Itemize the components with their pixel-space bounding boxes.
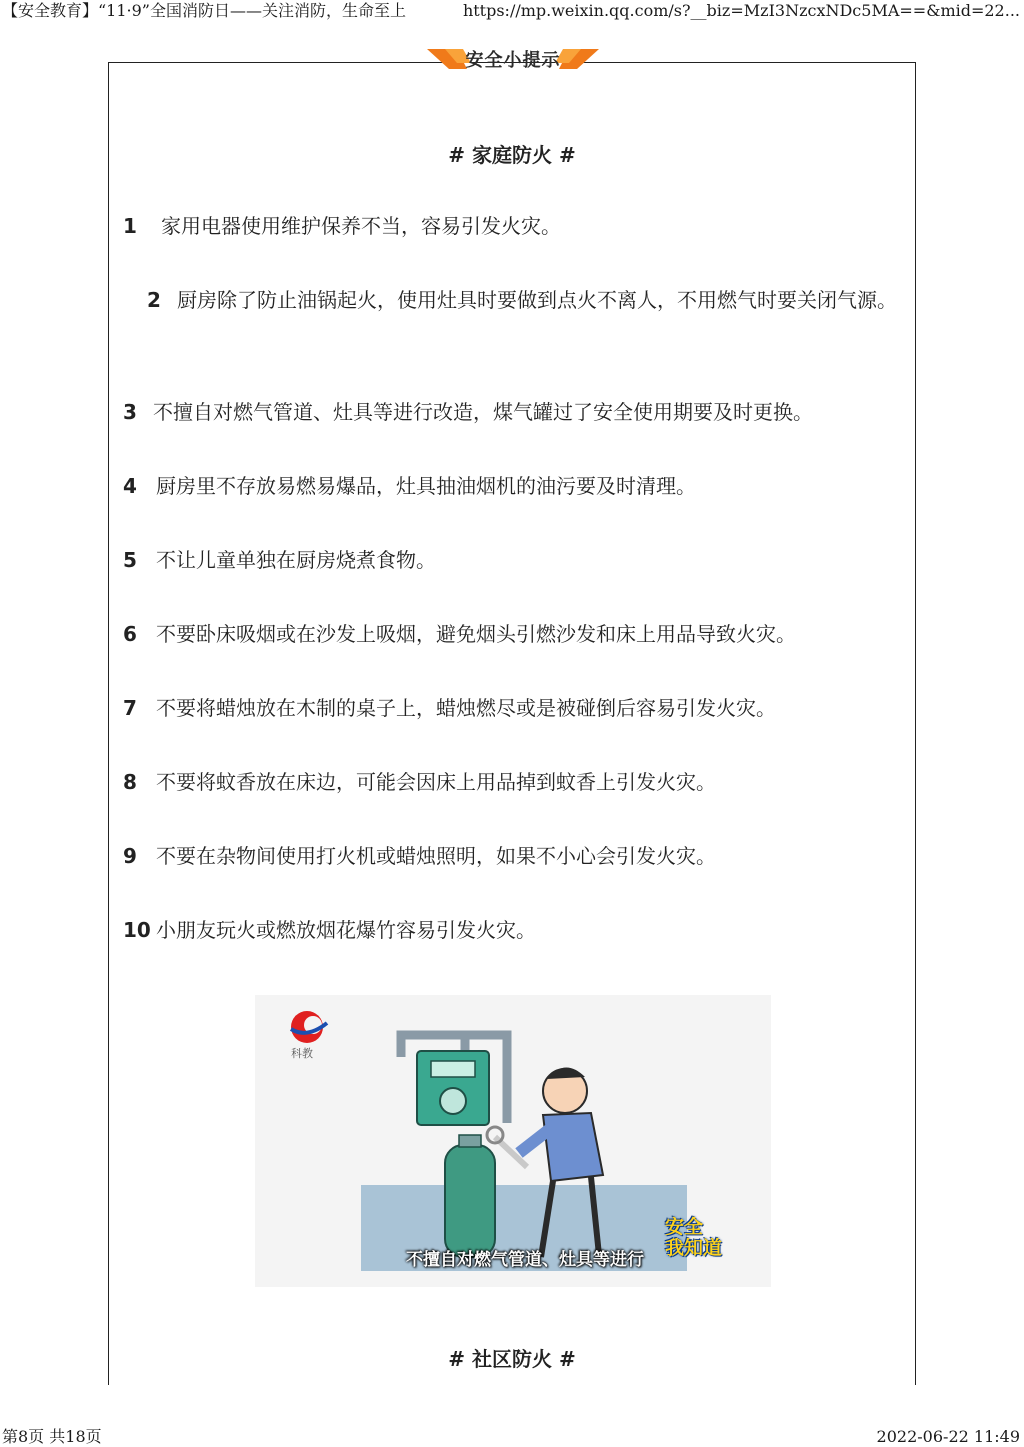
safety-stamp (665, 1217, 722, 1259)
list-item (123, 281, 905, 319)
item-text: 不让儿童单独在厨房烧煮食物。 (156, 548, 436, 572)
channel-logo-text: 科教 (291, 1047, 313, 1060)
item-text: 厨房除了防止油锅起火，使用灶具时要做到点火不离人，不用燃气时要关闭气源。 (177, 288, 897, 312)
tip-banner (423, 49, 603, 83)
item-number: 3 (123, 400, 137, 424)
item-number: 6 (123, 622, 137, 646)
image-caption: 不擅自对燃气管道、灶具等进行 (406, 1250, 644, 1270)
page-indicator: 第8页 共18页 (2, 1427, 102, 1446)
item-text: 小朋友玩火或燃放烟花爆竹容易引发火灾。 (156, 918, 536, 942)
list-item (123, 763, 905, 801)
item-number: 1 (123, 214, 137, 238)
list-item (123, 615, 905, 653)
stamp-line1: 安全 (665, 1216, 704, 1238)
list-item (123, 393, 905, 431)
item-text: 家用电器使用维护保养不当，容易引发火灾。 (161, 214, 561, 238)
list-item (123, 541, 905, 579)
item-number: 5 (123, 548, 137, 572)
list-item (123, 911, 905, 949)
illustration-image (255, 995, 771, 1287)
item-number: 2 (147, 288, 161, 312)
list-item (123, 207, 905, 245)
section-title-community: # 社区防火 # (448, 1347, 576, 1371)
article-frame (108, 50, 916, 1385)
stamp-line2: 我知道 (665, 1237, 723, 1259)
page-url[interactable]: https://mp.weixin.qq.com/s?__biz=MzI3NzcxNDc5MA==&mid=22... (462, 1, 1020, 20)
item-text: 不要卧床吸烟或在沙发上吸烟，避免烟头引燃沙发和床上用品导致火灾。 (156, 622, 796, 646)
section-title-home: # 家庭防火 # (448, 143, 576, 167)
item-number: 10 (123, 918, 151, 942)
list-item (123, 467, 905, 505)
item-number: 4 (123, 474, 137, 498)
list-item (123, 689, 905, 727)
item-text: 厨房里不存放易燃易爆品，灶具抽油烟机的油污要及时清理。 (156, 474, 696, 498)
item-number: 8 (123, 770, 137, 794)
page-title: 【安全教育】“11·9”全国消防日——关注消防，生命至上 (2, 1, 406, 20)
banner-label: 安全小提示 (465, 50, 561, 71)
item-text: 不擅自对燃气管道、灶具等进行改造，煤气罐过了安全使用期要及时更换。 (153, 400, 813, 424)
print-datetime: 2022-06-22 11:49 (876, 1427, 1020, 1446)
item-number: 7 (123, 696, 137, 720)
item-number: 9 (123, 844, 137, 868)
item-text: 不要将蚊香放在床边，可能会因床上用品掉到蚊香上引发火灾。 (156, 770, 716, 794)
item-text: 不要在杂物间使用打火机或蜡烛照明，如果不小心会引发火灾。 (156, 844, 716, 868)
item-text: 不要将蜡烛放在木制的桌子上，蜡烛燃尽或是被碰倒后容易引发火灾。 (156, 696, 776, 720)
list-item (123, 837, 905, 875)
